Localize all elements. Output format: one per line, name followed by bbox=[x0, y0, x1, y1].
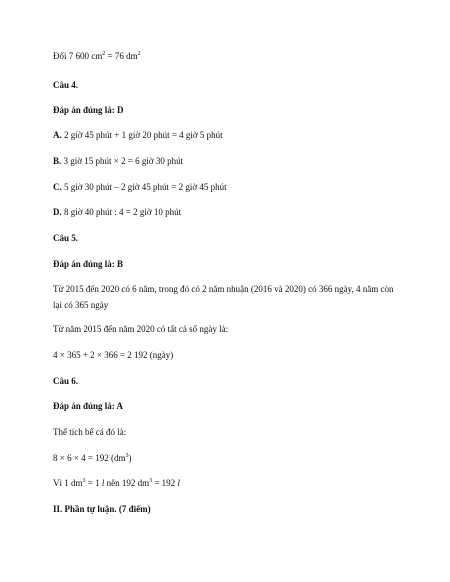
unit-conversion: Đổi 7 600 $cm^2 = 76$ $dm^2$ bbox=[53, 51, 141, 61]
question-4-option-d: D. 8 giờ 40 phút : 4 = 2 giờ 10 phút bbox=[53, 207, 182, 217]
question-4-option-b: B. 3 giờ 15 phút × 2 = 6 giờ 30 phút bbox=[53, 156, 184, 166]
question-6-calculation: 8 × 6 × 4 = 192 $(dm^3)$ bbox=[53, 453, 132, 463]
question-5-answer: Đáp án đúng là: B bbox=[53, 259, 124, 269]
question-6-answer: Đáp án đúng là: A bbox=[53, 401, 124, 411]
question-6-title: Câu 6. bbox=[53, 376, 79, 386]
question-4-option-c: C. 5 giờ 30 phút – 2 giờ 45 phút = 2 giờ 45 phút bbox=[53, 182, 227, 192]
question-4-title: Câu 4. bbox=[53, 80, 79, 90]
question-5-title: Câu 5. bbox=[53, 233, 79, 243]
question-4-answer: Đáp án đúng là: D bbox=[53, 105, 124, 115]
question-4-option-a: A. 2 giờ 45 phút + 1 giờ 20 phút = 4 giờ 5 phút bbox=[53, 130, 223, 140]
question-5-statement: Từ năm 2015 đến năm 2020 có tất cả số ngày là: bbox=[53, 324, 229, 334]
question-6-conversion: Vì 1 $dm^3 = 1$ l nên 192 $dm^3 = 192$ l bbox=[53, 478, 180, 488]
question-5-calculation: 4 × 365 + 2 × 366 = 2 192 (ngày) bbox=[53, 350, 174, 360]
question-6-statement: Thể tích bể cá đó là: bbox=[53, 427, 127, 437]
question-5-explanation: Từ 2015 đến 2020 có 6 năm, trong đó có 2 năm nhuận (2016 và 2020) có 366 ngày, 4 năm còn lại có 365 ngày bbox=[53, 284, 394, 310]
section-heading: II. Phần tự luận. (7 điểm) bbox=[53, 504, 151, 514]
